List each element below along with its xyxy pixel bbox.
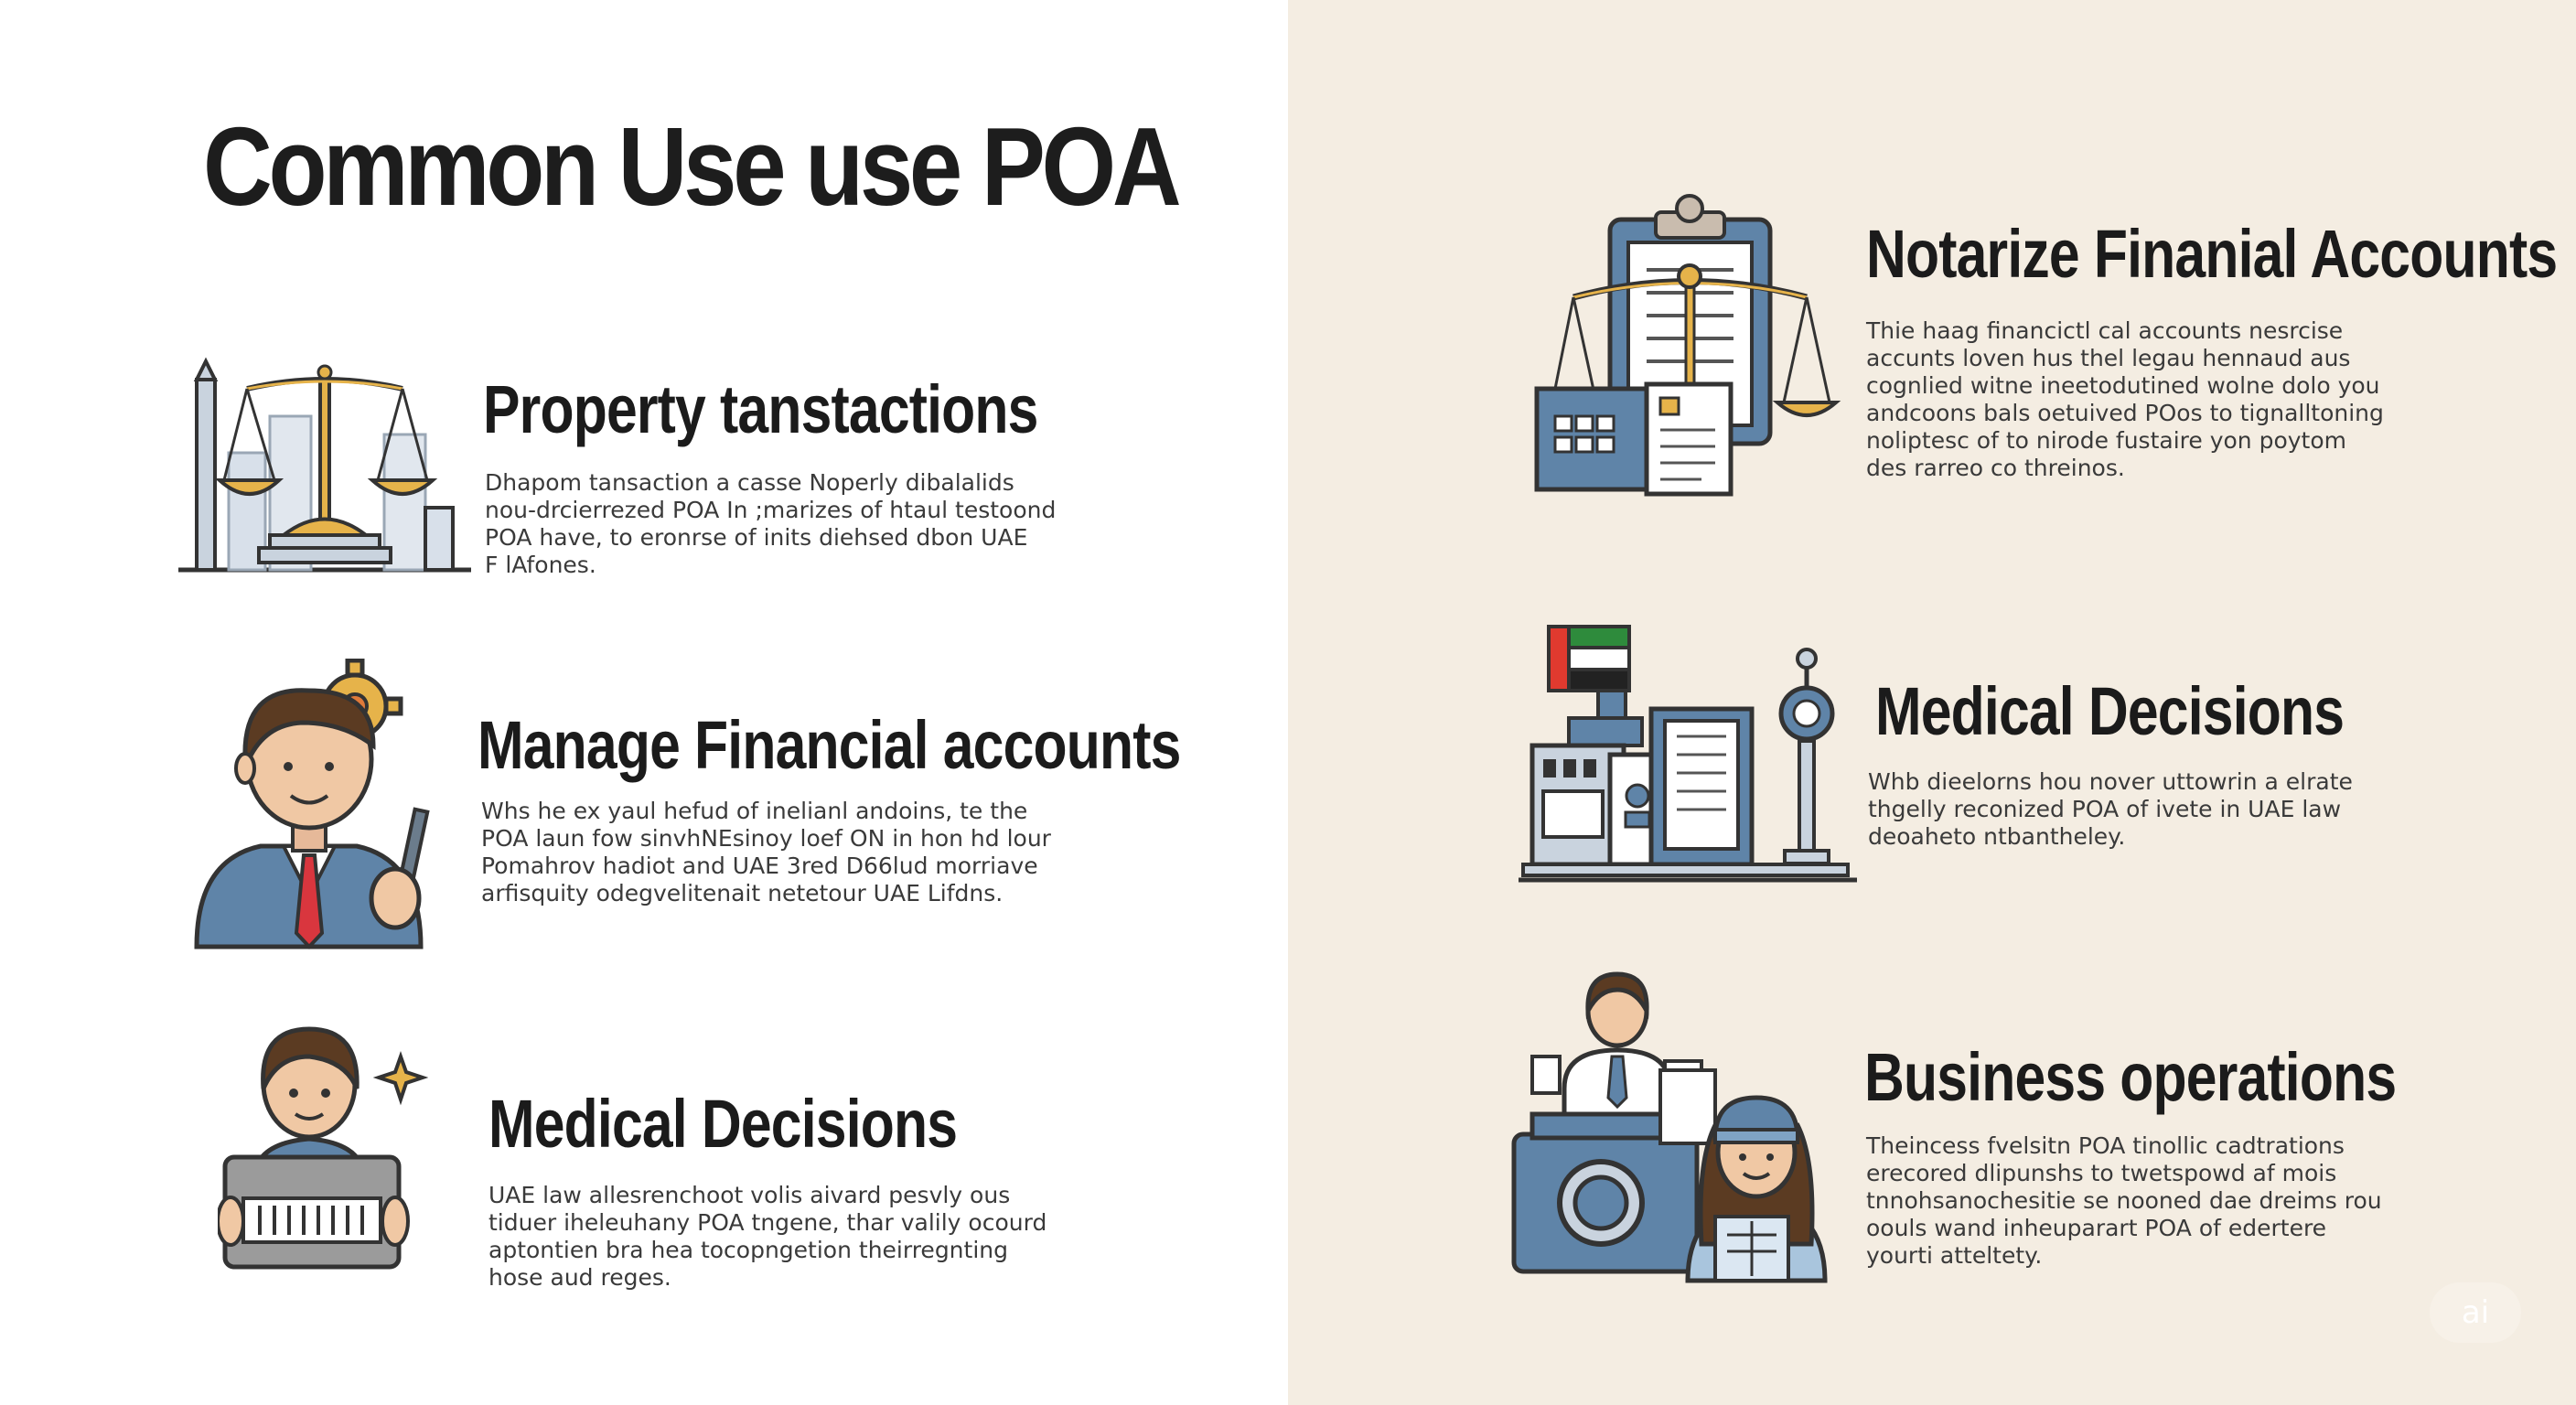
item-description: Dhapom tansaction a casse Noperly dibalalids nou-drcierrezed POA In ;marizes of htaul testoond POA have, to eronrse of inits diehsed dbon UAE F lAfones. [485,469,1057,578]
uae-flag-office-icon [1514,622,1862,887]
businessman-gear-icon [192,659,457,951]
item-heading: Property tanstactions [483,371,1038,447]
item-description: UAE law allesrenchoot volis aivard pesvly ous tiduer iheleuhany POA tngene, thar valily ocourd aptontien bra hea tocopngetion theirregnting hose aud reges. [488,1182,1047,1291]
item-heading: Manage Financial accounts [478,707,1181,783]
page-title: Common Use use POA [203,104,1178,229]
item-heading: Business operations [1864,1039,2397,1115]
item-heading: Medical Decisions [1875,673,2345,749]
person-laptop-icon [218,1015,428,1271]
scales-city-icon [178,352,471,581]
item-description: Whb dieelorns hou nover uttowrin a elrate thgelly reconized POA of ivete in UAE law deoaheto ntbantheley. [1868,768,2353,850]
item-description: Thie haag financictl cal accounts nesrcise accunts loven hus thel legau hennaud aus cognlied witne ineetodutined wolne dolo you andcoons bals oetuived POos to tignalltoning noliptesc of to nirode fustaire yon poytom des rarreo co threinos. [1866,317,2384,481]
business-people-icon [1509,960,1848,1290]
item-heading: Notarize Finanial Accounts [1866,216,2558,292]
clipboard-scales-icon [1532,192,1843,503]
item-heading: Medical Decisions [488,1086,958,1162]
item-description: Whs he ex yaul hefud of inelianl andoins, te the POA laun fow sinvhNEsinoy loef ON in hon hd lour Pomahrov hadiot and UAE 3red D66lud morriave arfisquity odegvelitenait netetour UAE Lifdns. [481,798,1051,906]
item-description: Theincess fvelsitn POA tinollic cadtrations erecored dlipunshs to twetspowd af mois tnnohsanochesitie se nooned dae dreims rou oouls wand inheuparart POA of edertere yourti atteltety. [1866,1132,2382,1269]
ai-watermark: ai [2430,1282,2521,1343]
